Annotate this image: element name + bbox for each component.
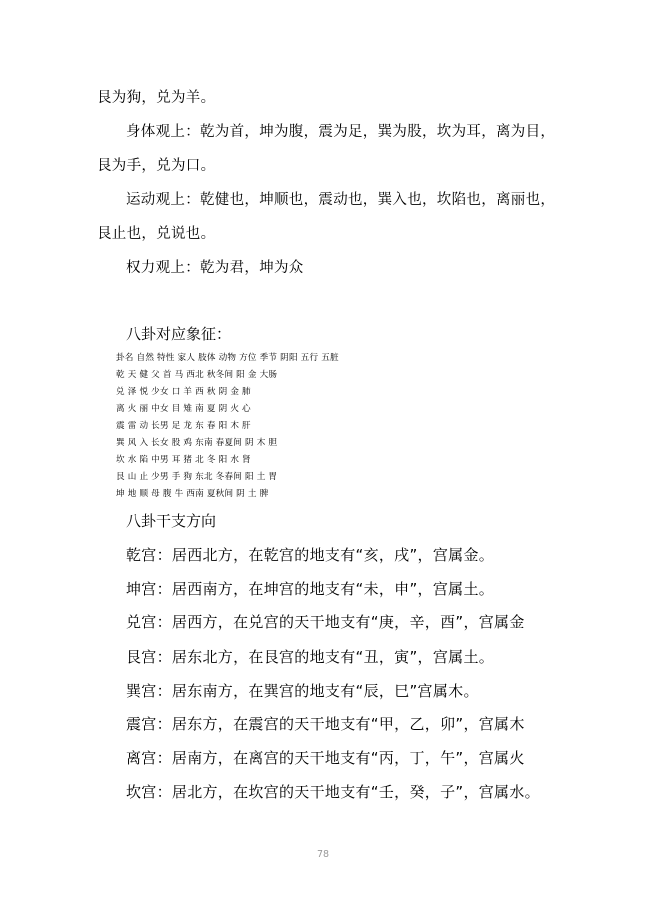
palace-line: 坤宫：居西南方，在坤宫的地支有“未，申”，宫属土。 xyxy=(126,580,495,598)
palace-line: 艮宫：居东北方，在艮宫的地支有“丑，寅”，宫属土。 xyxy=(126,648,495,666)
table-row: 坎 水 陷 中男 耳 猪 北 冬 阳 水 肾 xyxy=(116,455,251,465)
table-header-row: 卦名 自然 特性 家人 肢体 动物 方位 季节 阴阳 五行 五脏 xyxy=(116,353,339,363)
section-heading-directions: 八卦干支方向 xyxy=(126,512,217,530)
table-row: 坤 地 顺 母 腹 牛 西南 夏秋间 阴 土 脾 xyxy=(116,489,269,499)
section-heading-symbols: 八卦对应象征： xyxy=(126,325,232,343)
palace-line: 兑宫：居西方，在兑宫的天干地支有“庚，辛，酉”，宫属金 xyxy=(126,613,525,631)
paragraph-line: 艮为狗，兑为羊。 xyxy=(97,90,216,106)
table-row: 巽 风 入 长女 股 鸡 东南 春夏间 阴 木 胆 xyxy=(116,438,278,448)
paragraph-line: 权力观上：乾为君，坤为众 xyxy=(126,260,304,276)
paragraph-line: 艮止也，兑说也。 xyxy=(97,226,216,242)
table-row: 乾 天 健 父 首 马 西北 秋冬间 阳 金 大肠 xyxy=(116,370,278,380)
paragraph-line: 运动观上：乾健也，坤顺也，震动也，巽入也，坎陷也，离丽也， xyxy=(126,192,556,208)
paragraph-line: 身体观上：乾为首，坤为腹，震为足，巽为股，坎为耳，离为目， xyxy=(126,124,556,140)
table-row: 兑 泽 悦 少女 口 羊 西 秋 阴 金 肺 xyxy=(116,387,251,397)
palace-line: 乾宫：居西北方，在乾宫的地支有“亥，戌”，宫属金。 xyxy=(126,546,495,564)
paragraph-line: 艮为手，兑为口。 xyxy=(97,158,216,174)
table-row: 震 雷 动 长男 足 龙 东 春 阳 木 肝 xyxy=(116,421,251,431)
table-row: 离 火 丽 中女 目 雉 南 夏 阴 火 心 xyxy=(116,404,251,414)
palace-line: 震宫：居东方，在震宫的天干地支有“甲，乙，卯”，宫属木 xyxy=(126,715,525,733)
palace-line: 巽宫：居东南方，在巽宫的地支有“辰，巳”宫属木。 xyxy=(126,682,479,700)
page-number: 78 xyxy=(316,849,330,860)
palace-line: 坎宫：居北方，在坎宫的天干地支有“壬，癸，子”，宫属水。 xyxy=(126,783,540,801)
palace-line: 离宫：居南方，在离宫的天干地支有“丙，丁，午”，宫属火 xyxy=(126,749,525,767)
table-row: 艮 山 止 少男 手 狗 东北 冬春间 阳 土 胃 xyxy=(116,472,278,482)
